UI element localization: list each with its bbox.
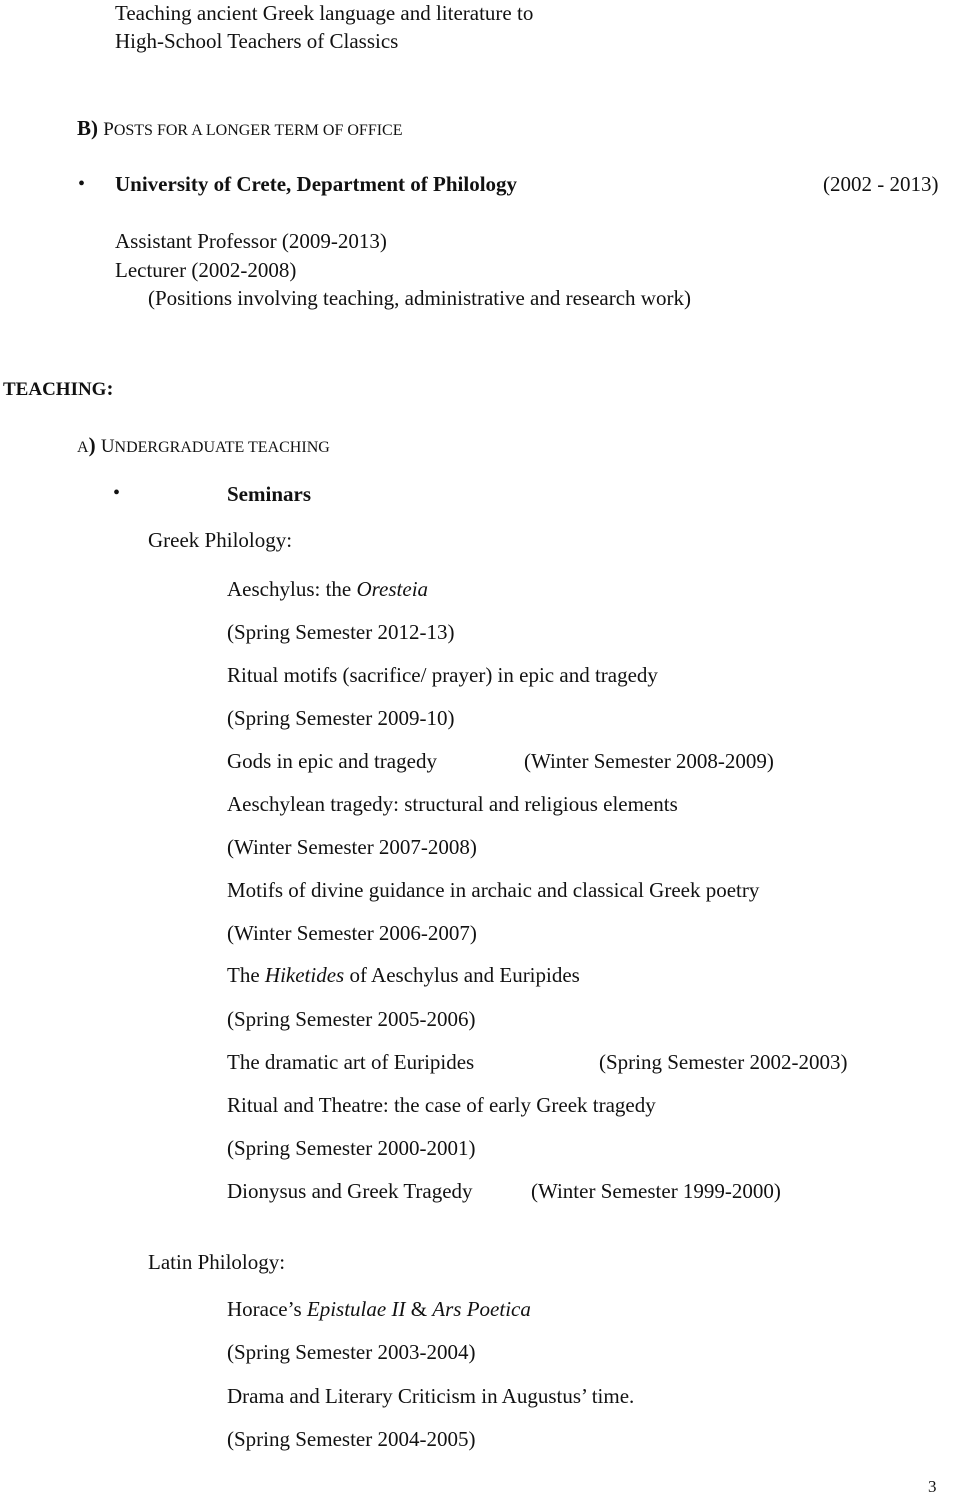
- semester-date: (Winter Semester 2007-2008): [227, 835, 477, 859]
- seminar-gods: Gods in epic and tragedy: [227, 749, 437, 773]
- seminars-heading: Seminars: [227, 482, 311, 506]
- seminar-hiketides: The Hiketides of Aeschylus and Euripides: [227, 963, 580, 987]
- greek-philology-label: Greek Philology:: [148, 528, 293, 552]
- semester-date: (Spring Semester 2002-2003): [599, 1050, 848, 1074]
- section-b-letter: B): [77, 116, 98, 140]
- semester-date: (Spring Semester 2000-2001): [227, 1136, 476, 1160]
- seminar-aeschylean-tragedy: Aeschylean tragedy: structural and religious elements: [227, 792, 678, 816]
- semester-date: (Winter Semester 2008-2009): [524, 749, 774, 773]
- intro-line-1: Teaching ancient Greek language and literature to: [115, 1, 534, 25]
- seminar-ritual-motifs: Ritual motifs (sacrifice/ prayer) in epic and tragedy: [227, 663, 658, 687]
- semester-date: (Spring Semester 2012-13): [227, 620, 455, 644]
- teaching-heading: TEACHING:: [3, 376, 114, 400]
- seminar-dionysus: Dionysus and Greek Tragedy: [227, 1179, 473, 1203]
- undergraduate-heading: A) UNDERGRADUATE TEACHING: [77, 433, 330, 457]
- seminar-horace: Horace’s Epistulae II & Ars Poetica: [227, 1297, 531, 1321]
- semester-date: (Spring Semester 2005-2006): [227, 1007, 476, 1031]
- positions-note: (Positions involving teaching, administrative and research work): [148, 286, 691, 310]
- position-assistant-professor: Assistant Professor (2009-2013): [115, 229, 387, 253]
- intro-line-2: High-School Teachers of Classics: [115, 29, 399, 53]
- page-number: 3: [928, 1477, 937, 1496]
- university-name: University of Crete, Department of Philology: [115, 172, 518, 196]
- seminar-drama-criticism: Drama and Literary Criticism in Augustus’ time.: [227, 1384, 635, 1408]
- section-b-title: POSTS FOR A LONGER TERM OF OFFICE: [103, 119, 403, 140]
- position-lecturer: Lecturer (2002-2008): [115, 258, 297, 282]
- semester-date: (Winter Semester 2006-2007): [227, 921, 477, 945]
- section-b-heading: [77, 115, 402, 144]
- university-years: (2002 - 2013): [823, 172, 939, 196]
- semester-date: (Spring Semester 2003-2004): [227, 1340, 476, 1364]
- semester-date: (Winter Semester 1999-2000): [531, 1179, 781, 1203]
- latin-philology-label: Latin Philology:: [148, 1250, 286, 1274]
- seminar-divine-guidance: Motifs of divine guidance in archaic and classical Greek poetry: [227, 878, 760, 902]
- seminar-aeschylus-oresteia: Aeschylus: the Oresteia: [227, 577, 429, 601]
- seminar-ritual-theatre: Ritual and Theatre: the case of early Greek tragedy: [227, 1093, 656, 1117]
- semester-date: (Spring Semester 2004-2005): [227, 1427, 476, 1451]
- bullet-icon: •: [78, 173, 86, 195]
- semester-date: (Spring Semester 2009-10): [227, 706, 455, 730]
- bullet-icon: •: [113, 482, 121, 504]
- seminar-euripides: The dramatic art of Euripides: [227, 1050, 475, 1074]
